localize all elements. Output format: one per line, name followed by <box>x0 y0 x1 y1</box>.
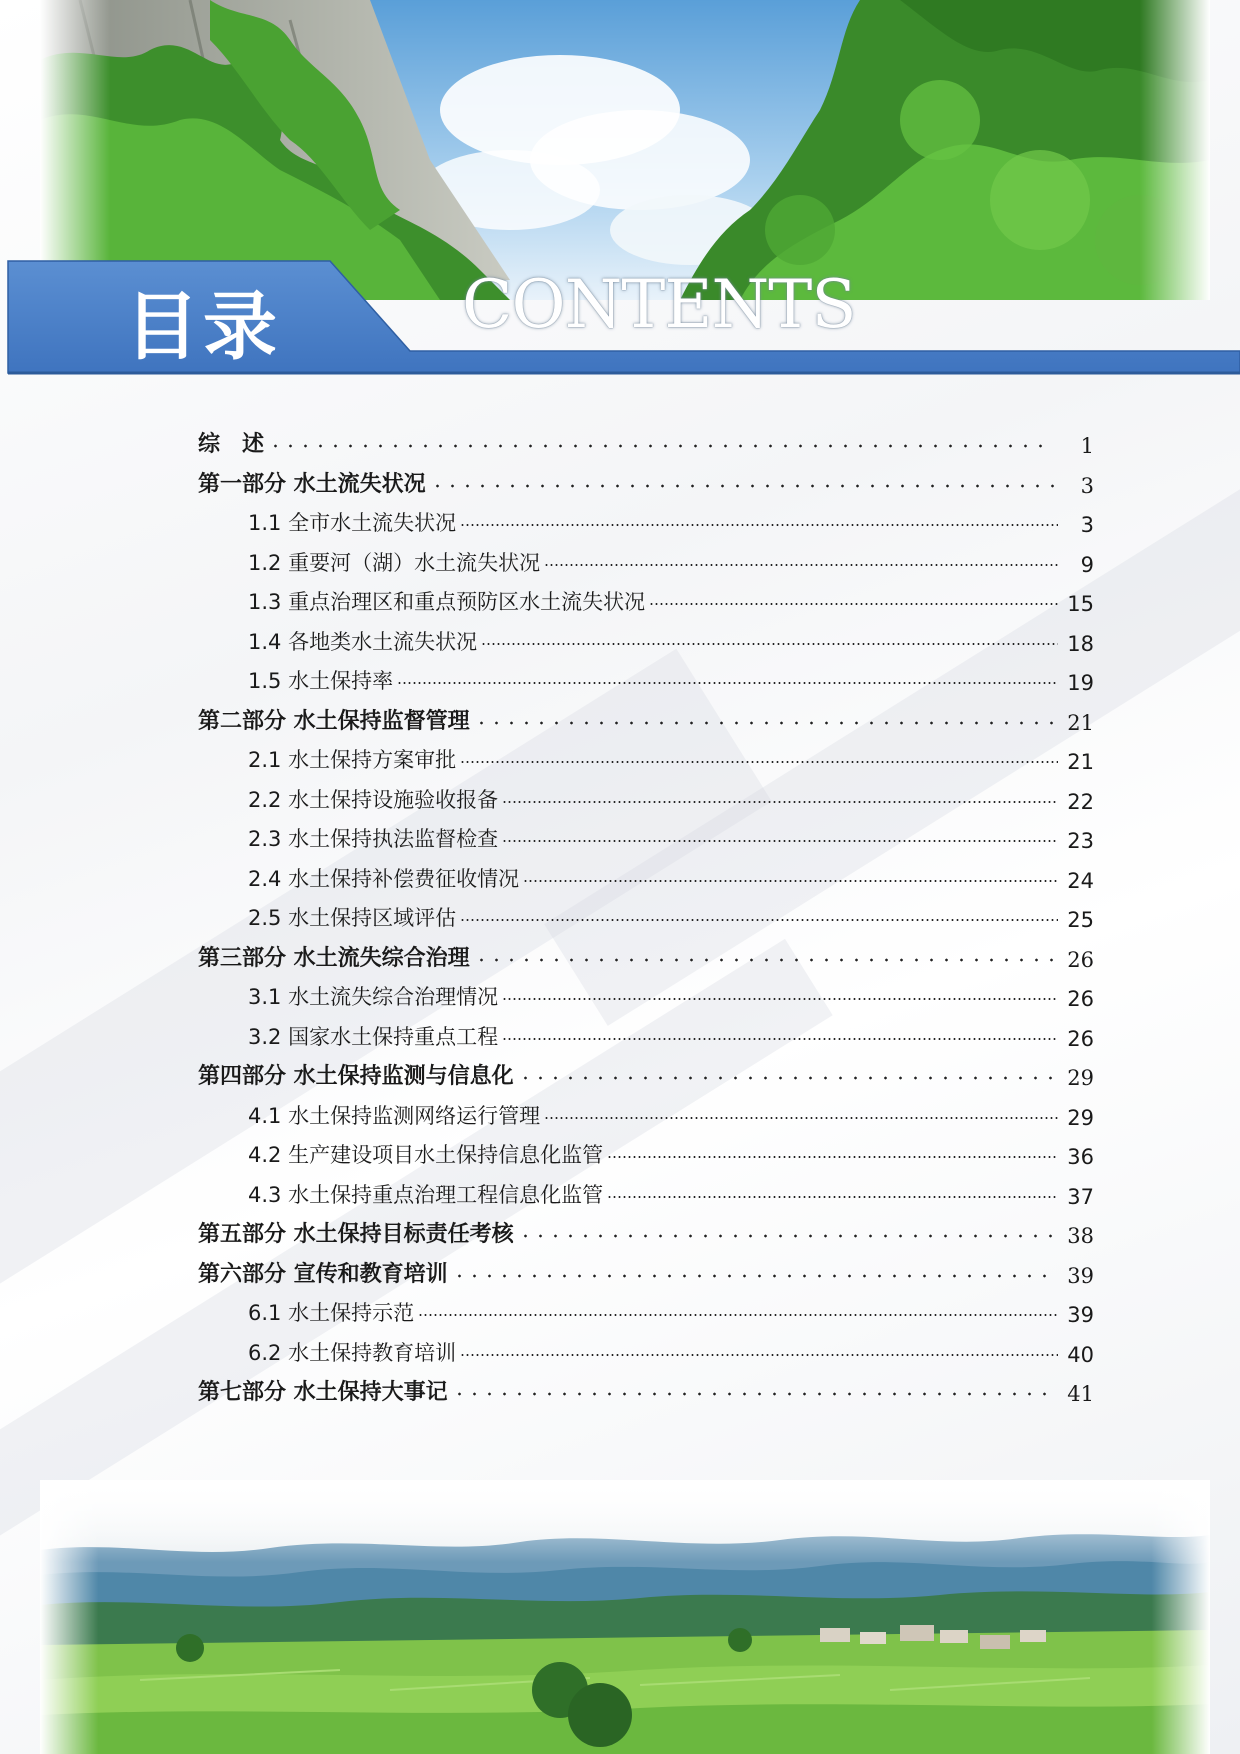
toc-page-number: 21 <box>1067 710 1094 735</box>
toc-page-number: 18 <box>1067 631 1094 656</box>
toc-dot-leader <box>502 795 1058 809</box>
toc-section-entry[interactable] <box>248 626 1094 656</box>
toc-dot-leader <box>502 992 1058 1006</box>
toc-entry-label: 第七部分 水土保持大事记 <box>198 1380 448 1405</box>
toc-dot-leader <box>607 1190 1058 1204</box>
toc-page-number: 9 <box>1080 552 1094 577</box>
title-chinese: 目录 <box>125 284 281 370</box>
toc-dot-leader <box>502 1032 1058 1046</box>
toc-dot-leader <box>481 637 1058 651</box>
toc-page-number: 26 <box>1067 1026 1094 1051</box>
toc-section-entry[interactable] <box>248 981 1094 1011</box>
toc-page-number: 26 <box>1067 947 1094 972</box>
toc-entry-label: 第四部分 水土保持监测与信息化 <box>198 1064 514 1089</box>
toc-dot-leader <box>474 716 1054 730</box>
toc-section-entry[interactable] <box>248 744 1094 774</box>
toc-page-number: 29 <box>1067 1066 1094 1090</box>
toc-entry-label: 1.3 重点治理区和重点预防区水土流失状况 <box>248 590 646 614</box>
toc-page-number: 41 <box>1067 1382 1094 1406</box>
toc-page-number: 39 <box>1067 1303 1094 1327</box>
toc-page-number: 3 <box>1080 513 1094 537</box>
toc-page-number: 15 <box>1067 592 1094 616</box>
toc-entry-label: 6.2 水土保持教育培训 <box>248 1340 457 1365</box>
toc-dot-leader <box>460 755 1058 769</box>
toc-dot-leader <box>418 1308 1058 1322</box>
toc-page-number: 36 <box>1067 1145 1094 1169</box>
toc-entry-label: 第二部分 水土保持监督管理 <box>198 708 470 734</box>
toc-page-number: 26 <box>1067 987 1094 1011</box>
toc-entry-label: 1.1 全市水土流失状况 <box>248 511 457 535</box>
toc-section-entry[interactable] <box>248 1100 1094 1130</box>
toc-entry-label: 第五部分 水土保持目标责任考核 <box>198 1222 514 1247</box>
toc-page-number: 37 <box>1067 1184 1094 1209</box>
toc-section-entry[interactable] <box>248 1297 1094 1327</box>
toc-part-entry[interactable] <box>198 468 1094 498</box>
toc-page-number: 25 <box>1067 908 1094 932</box>
toc-part-entry[interactable] <box>198 428 1094 458</box>
toc-entry-label: 3.1 水土流失综合治理情况 <box>248 985 499 1009</box>
toc-dot-leader <box>544 558 1058 572</box>
toc-part-entry[interactable] <box>198 1376 1094 1406</box>
toc-part-entry[interactable] <box>198 1218 1094 1248</box>
toc-entry-label: 第六部分 宣传和教育培训 <box>198 1261 448 1287</box>
toc-entry-label: 1.4 各地类水土流失状况 <box>248 629 478 654</box>
toc-dot-leader <box>452 1269 1054 1283</box>
toc-dot-leader <box>460 1348 1058 1362</box>
toc-section-entry[interactable] <box>248 902 1094 932</box>
title-english: CONTENTS <box>462 266 856 343</box>
toc-section-entry[interactable] <box>248 1139 1094 1169</box>
toc-section-entry[interactable] <box>248 1021 1094 1051</box>
toc-entry-label: 2.3 水土保持执法监督检查 <box>248 827 499 851</box>
toc-page-number: 19 <box>1067 671 1094 695</box>
toc-part-entry[interactable] <box>198 1258 1094 1288</box>
toc-page-number: 24 <box>1067 868 1094 893</box>
toc-dot-leader <box>397 676 1058 690</box>
toc-page-number: 40 <box>1067 1342 1094 1367</box>
toc-section-entry[interactable] <box>248 1179 1094 1209</box>
toc-entry-label: 2.1 水土保持方案审批 <box>248 748 457 772</box>
toc-section-entry[interactable] <box>248 586 1094 616</box>
toc-entry-label: 4.2 生产建设项目水土保持信息化监管 <box>248 1143 604 1167</box>
toc-dot-leader <box>268 439 1054 453</box>
toc-entry-label: 4.1 水土保持监测网络运行管理 <box>248 1103 541 1128</box>
toc-dot-leader <box>474 953 1054 967</box>
toc-dot-leader <box>518 1229 1054 1243</box>
toc-dot-leader <box>430 479 1054 493</box>
toc-page-number: 38 <box>1067 1224 1094 1248</box>
toc-part-entry[interactable] <box>198 942 1094 972</box>
toc-section-entry[interactable] <box>248 863 1094 893</box>
toc-page-number: 23 <box>1067 829 1094 853</box>
toc-page-number: 21 <box>1067 750 1094 774</box>
toc-entry-label: 2.5 水土保持区域评估 <box>248 906 457 930</box>
toc-dot-leader <box>452 1387 1054 1401</box>
toc-dot-leader <box>518 1071 1054 1085</box>
toc-section-entry[interactable] <box>248 823 1094 853</box>
toc-entry-label: 1.5 水土保持率 <box>248 669 394 693</box>
toc-section-entry[interactable] <box>248 1337 1094 1367</box>
toc-entry-label: 第三部分 水土流失综合治理 <box>198 945 470 971</box>
toc-section-entry[interactable] <box>248 784 1094 814</box>
toc-part-entry[interactable] <box>198 705 1094 735</box>
toc-section-entry[interactable] <box>248 547 1094 577</box>
toc-dot-leader <box>523 874 1058 888</box>
toc-section-entry[interactable] <box>248 665 1094 695</box>
bottom-landscape-photo <box>40 1480 1210 1754</box>
toc-dot-leader <box>502 834 1058 848</box>
toc-entry-label: 4.3 水土保持重点治理工程信息化监管 <box>248 1182 604 1207</box>
toc-part-entry[interactable] <box>198 1060 1094 1090</box>
toc-dot-leader <box>607 1150 1058 1164</box>
toc-entry-label: 3.2 国家水土保持重点工程 <box>248 1024 499 1049</box>
toc-page-number: 29 <box>1067 1105 1094 1130</box>
toc-entry-label: 6.1 水土保持示范 <box>248 1301 415 1325</box>
toc-dot-leader <box>649 597 1058 611</box>
toc-section-entry[interactable] <box>248 507 1094 537</box>
toc-page-number: 3 <box>1080 473 1094 498</box>
toc-dot-leader <box>544 1111 1058 1125</box>
toc-entry-label: 综 述 <box>198 432 265 457</box>
toc-entry-label: 2.4 水土保持补偿费征收情况 <box>248 866 520 891</box>
toc-entry-label: 2.2 水土保持设施验收报备 <box>248 787 499 812</box>
toc-page-number: 39 <box>1067 1263 1094 1288</box>
toc-dot-leader <box>460 518 1058 532</box>
toc-page-number: 22 <box>1067 789 1094 814</box>
toc-entry-label: 1.2 重要河（湖）水土流失状况 <box>248 550 541 575</box>
toc-dot-leader <box>460 913 1058 927</box>
toc-page-number: 1 <box>1080 434 1094 458</box>
toc-entry-label: 第一部分 水土流失状况 <box>198 471 426 497</box>
